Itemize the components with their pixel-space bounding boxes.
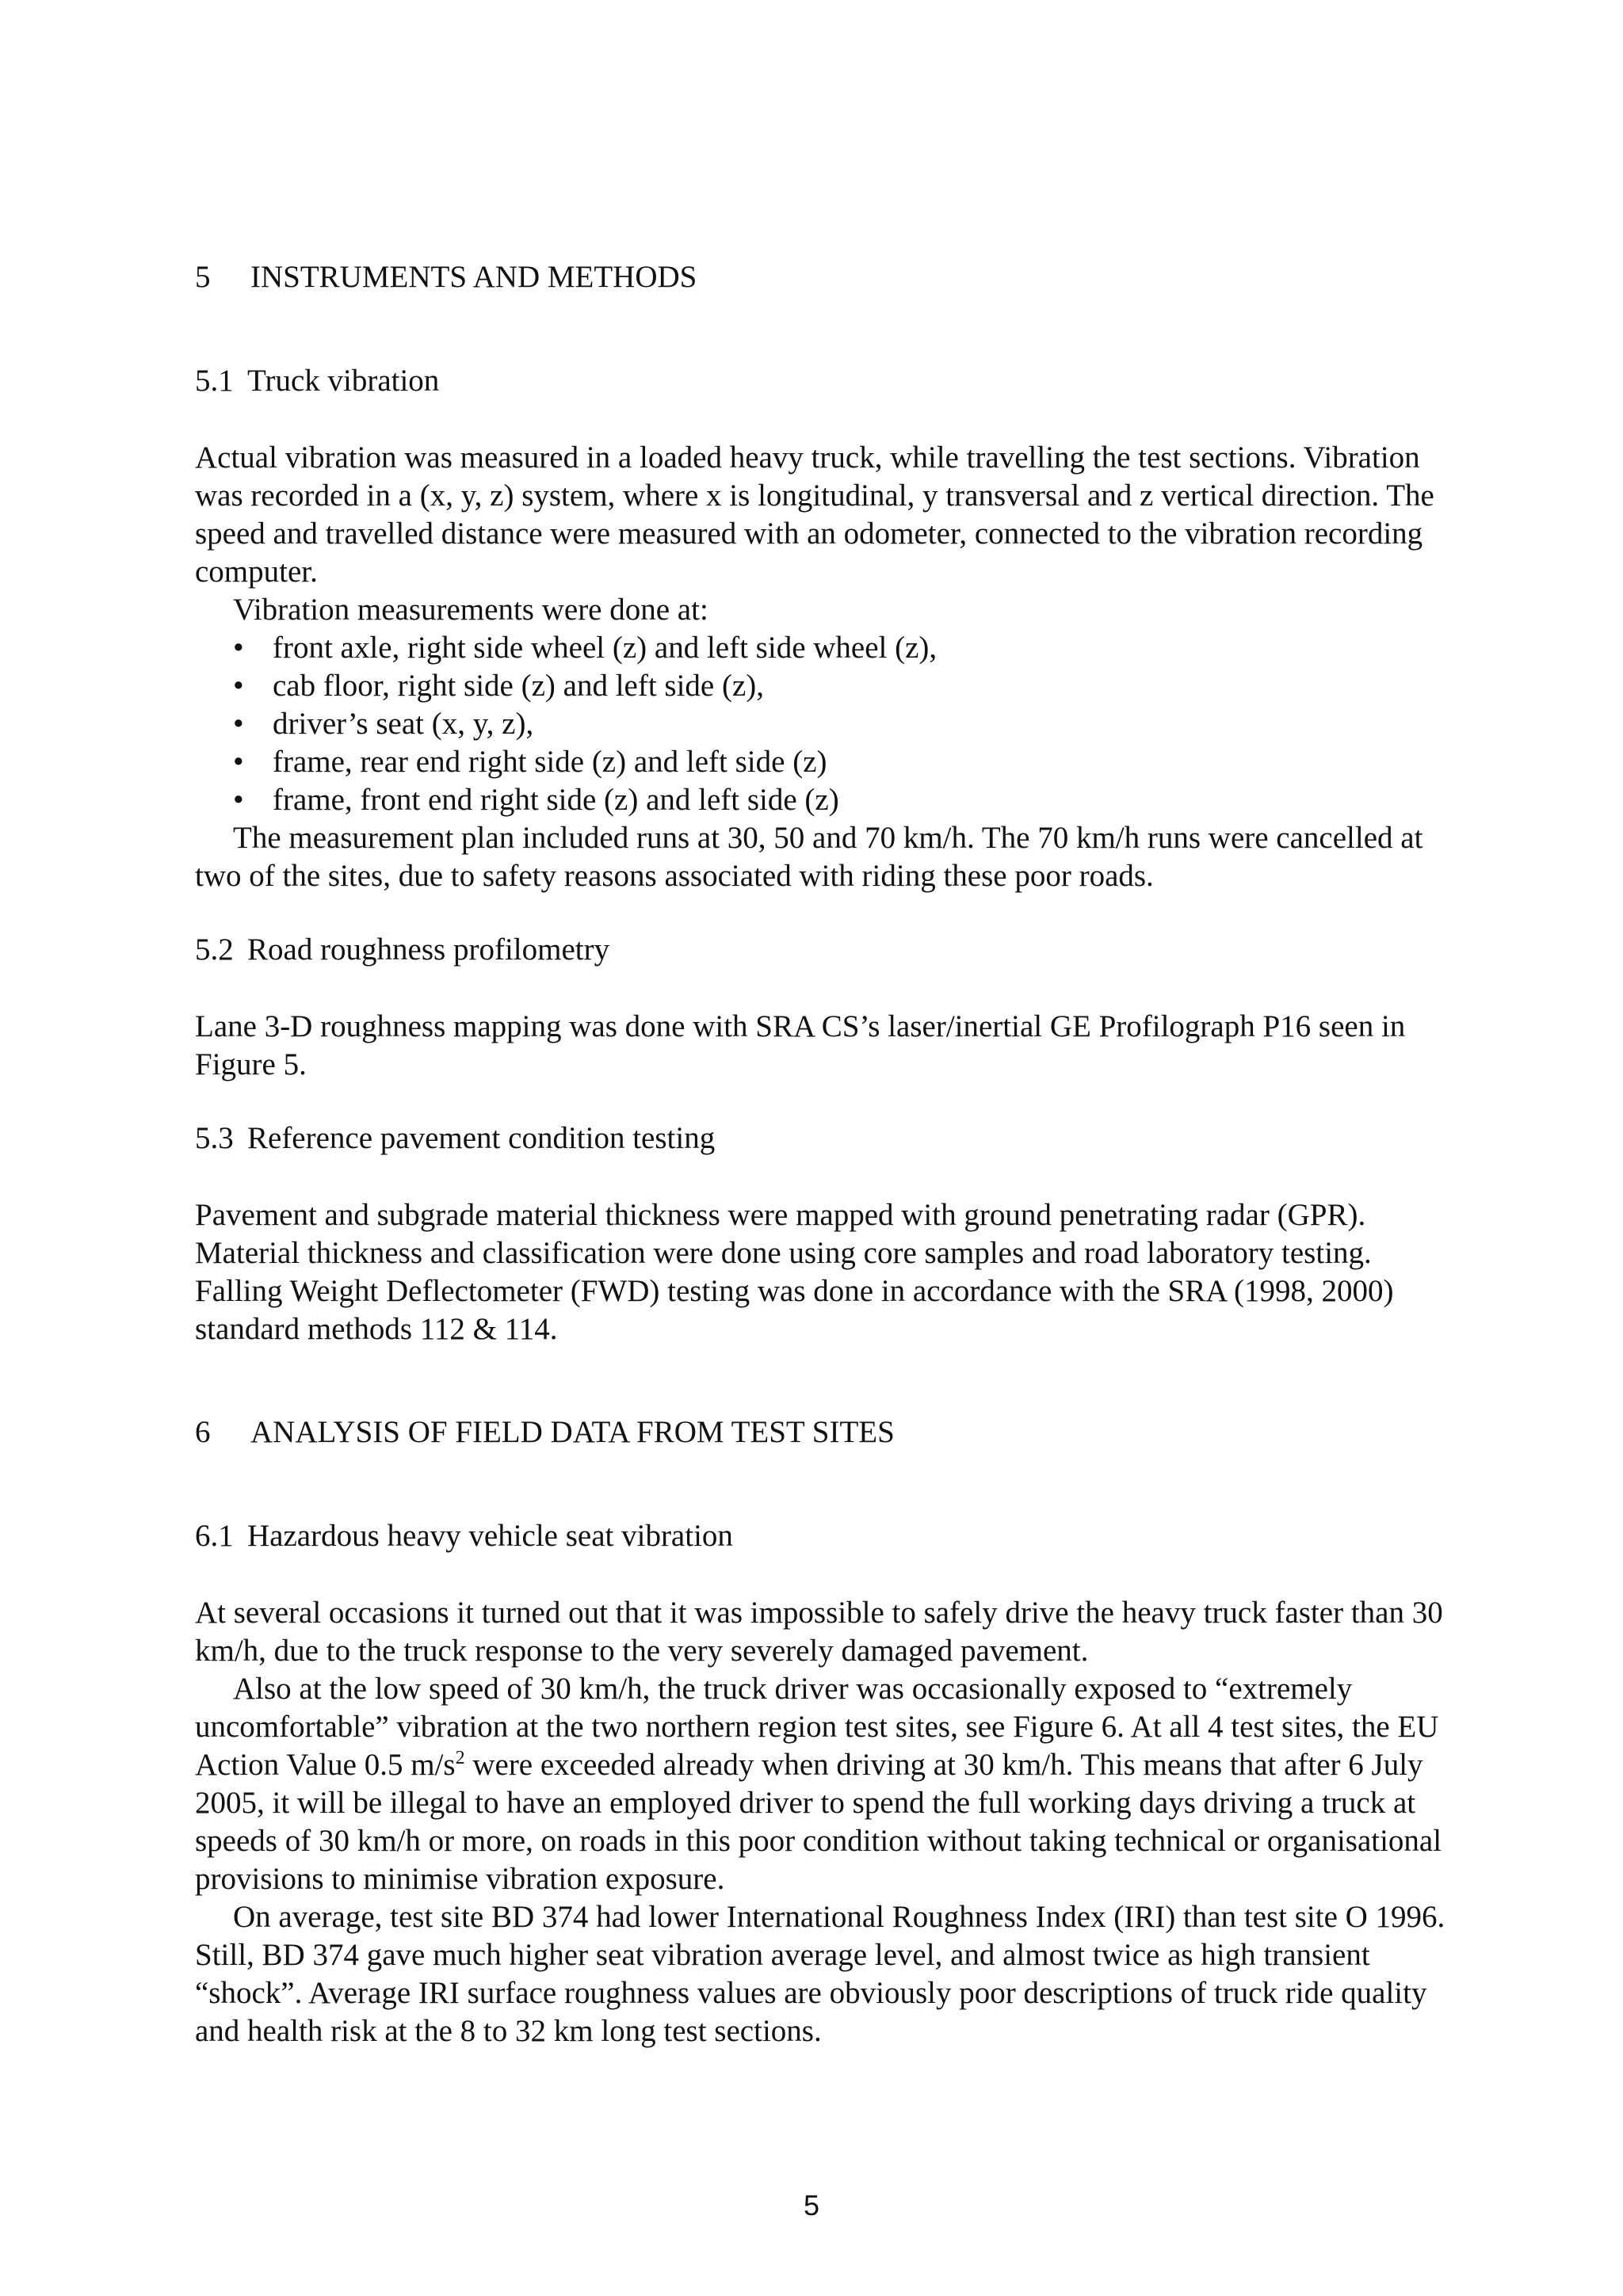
- section-5-heading: [195, 258, 1447, 296]
- measurement-points-list: [195, 629, 1447, 819]
- section-6-heading: [195, 1413, 1447, 1451]
- subsection-number: 5.2: [195, 933, 234, 967]
- list-item: [195, 743, 1447, 781]
- list-item: [195, 667, 1447, 705]
- subsection-title: Hazardous heavy vehicle seat vibration: [247, 1519, 733, 1553]
- paragraph: Pavement and subgrade material thickness were mapped with ground penetrating radar (GPR). Material thickness and classification were done using core samples and road laboratory testing. Falling Weight Deflectometer (FWD) testing was done in accordance with the SRA (1998, 2000) standard methods 112 & 114.: [195, 1198, 1394, 1346]
- bullet: •: [233, 631, 244, 665]
- paragraph: At several occasions it turned out that it was impossible to safely drive the heavy truck faster than 30 km/h, due to the truck response to the very severely damaged pavement.: [195, 1596, 1443, 1668]
- subsection-6-1-heading: [195, 1517, 1447, 1555]
- subsection-5-3-heading: [195, 1119, 1447, 1158]
- list-item-text: frame, rear end right side (z) and left side (z): [273, 745, 827, 779]
- subsection-5-2-heading: [195, 931, 1447, 969]
- paragraph: Vibration measurements were done at:: [233, 593, 708, 627]
- section-number: 6: [195, 1415, 211, 1449]
- subsection-title: Road roughness profilometry: [247, 933, 610, 967]
- superscript: 2: [455, 1748, 465, 1768]
- list-item-text: front axle, right side wheel (z) and left side wheel (z),: [273, 631, 938, 665]
- bullet: •: [233, 707, 244, 741]
- paragraph: Lane 3-D roughness mapping was done with SRA CS’s laser/inertial GE Profilograph P16 seen in Figure 5.: [195, 1009, 1406, 1081]
- subsection-number: 6.1: [195, 1519, 234, 1553]
- text-run: were exceeded already when driving at 30 km/h. This means that after 6 July 2005, it will be illegal to have an employed driver to spend the full working days driving a truck at speeds of 30 km/h or more, on roads in this poor condition without taking technical or organisational provisions to minimise vibration exposure.: [195, 1748, 1442, 1896]
- subsection-5-1-heading: [195, 362, 1447, 400]
- paragraph: On average, test site BD 374 had lower International Roughness Index (IRI) than test site O 1996. Still, BD 374 gave much higher seat vibration average level, and almost twice as high transient “shock”. Average IRI surface roughness values are obviously poor descriptions of truck ride quality and health risk at the 8 to 32 km long test sections.: [195, 1900, 1445, 2048]
- paragraph: [195, 1670, 1447, 1898]
- list-item-text: driver’s seat (x, y, z),: [273, 707, 534, 741]
- subsection-number: 5.1: [195, 364, 234, 398]
- list-item-text: cab floor, right side (z) and left side (z),: [273, 669, 765, 703]
- document-body: [195, 258, 1447, 2050]
- list-item: [195, 781, 1447, 819]
- section-number: 5: [195, 260, 211, 294]
- paragraph: Actual vibration was measured in a loaded heavy truck, while travelling the test sections. Vibration was recorded in a (x, y, z) system, where x is longitudinal, y transversal and z vertical direction. The speed and travelled distance were measured with an odometer, connected to the vibration recording computer.: [195, 441, 1434, 589]
- page-number: 5: [803, 2189, 820, 2222]
- list-item: [195, 629, 1447, 667]
- subsection-number: 5.3: [195, 1121, 234, 1155]
- section-title: ANALYSIS OF FIELD DATA FROM TEST SITES: [250, 1415, 895, 1449]
- list-item-text: frame, front end right side (z) and left side (z): [273, 783, 839, 817]
- subsection-title: Truck vibration: [247, 364, 440, 398]
- subsection-title: Reference pavement condition testing: [247, 1121, 716, 1155]
- text-run: Also at the low speed of 30 km/h, the truck driver was occasionally exposed to “extremely uncomfortable” vibration at the two northern region test sites, see Figure 6. At all 4 test sites, the EU Action Value 0.5 m/s: [195, 1672, 1439, 1782]
- list-item: [195, 705, 1447, 743]
- bullet: •: [233, 745, 244, 779]
- paragraph: The measurement plan included runs at 30, 50 and 70 km/h. The 70 km/h runs were cancelled at two of the sites, due to safety reasons associated with riding these poor roads.: [195, 821, 1423, 893]
- section-title: INSTRUMENTS AND METHODS: [250, 260, 697, 294]
- bullet: •: [233, 669, 244, 703]
- bullet: •: [233, 783, 244, 817]
